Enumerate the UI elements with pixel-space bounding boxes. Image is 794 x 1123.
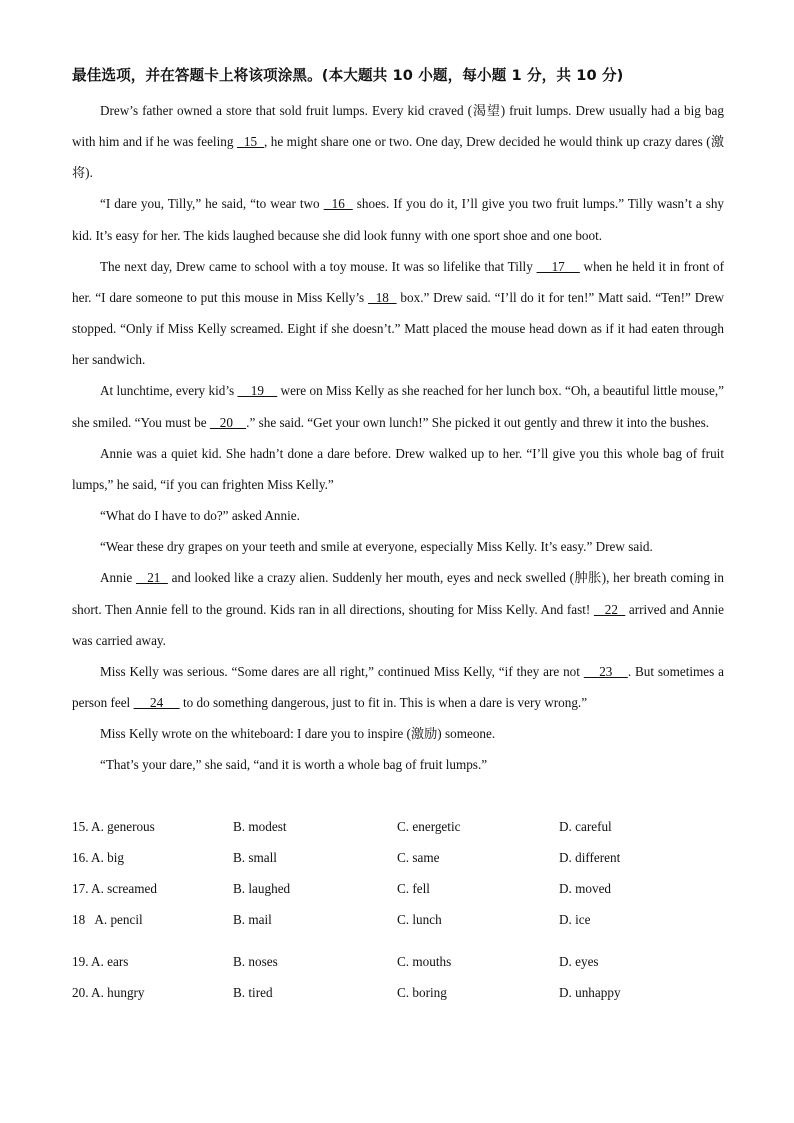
option-row-17 bbox=[72, 873, 732, 904]
blank-16: 16 bbox=[323, 196, 353, 212]
text: box.” Drew said. “I’ll do it for ten!” Matt said. “Ten!” Drew stopped. “Only if Miss Kelly screamed. Eight if she doesn’t.” Matt placed the mouse head down as if it had eaten through her sandwich. bbox=[72, 289, 725, 368]
option-c: C. fell bbox=[397, 881, 430, 896]
blank-23: 23 bbox=[583, 663, 628, 679]
blank-19: 19 bbox=[237, 383, 278, 399]
text: when he held it in front of her. “I dare someone to put this mouse in Miss Kelly’s bbox=[72, 258, 725, 305]
option-c: C. same bbox=[397, 850, 440, 865]
blank-22: 22 bbox=[593, 601, 626, 617]
text: arrived and Annie was carried away. bbox=[72, 601, 724, 648]
option-b: B. tired bbox=[233, 985, 273, 1000]
answer-options bbox=[72, 811, 732, 1008]
text: “What do I have to do?” asked Annie. bbox=[100, 508, 300, 524]
blank-24: 24 bbox=[133, 694, 180, 710]
option-row-20 bbox=[72, 977, 732, 1008]
option-a: 17. A. screamed bbox=[72, 881, 157, 896]
text: .” she said. “Get your own lunch!” She picked it out gently and threw it into the bushes. bbox=[246, 414, 710, 430]
text: Miss Kelly was serious. “Some dares are all right,” continued Miss Kelly, “if they are not bbox=[100, 663, 584, 679]
paragraph-9 bbox=[72, 656, 724, 718]
cloze-passage bbox=[72, 95, 724, 780]
option-c: C. mouths bbox=[397, 954, 452, 969]
option-d: D. different bbox=[559, 850, 621, 865]
option-d: D. eyes bbox=[559, 954, 599, 969]
paragraph-4 bbox=[72, 375, 724, 437]
option-b: B. mail bbox=[233, 912, 272, 927]
option-a: 20. A. hungry bbox=[72, 985, 145, 1000]
paragraph-1 bbox=[72, 95, 724, 188]
option-row-16 bbox=[72, 842, 732, 873]
blank-18: 18 bbox=[368, 289, 397, 305]
text: Annie bbox=[100, 570, 136, 586]
paragraph-2 bbox=[72, 188, 724, 250]
text: . But sometimes a person feel bbox=[72, 663, 725, 710]
paragraph-10 bbox=[72, 718, 724, 749]
option-row-15 bbox=[72, 811, 732, 842]
option-d: D. unhappy bbox=[559, 985, 621, 1000]
option-d: D. careful bbox=[559, 819, 612, 834]
option-c: C. energetic bbox=[397, 819, 461, 834]
text: Drew’s father owned a store that sold fruit lumps. Every kid craved (渴望) fruit lumps. Drew usually had a big bag with him and if he was feeling bbox=[72, 103, 724, 150]
section-heading: 最佳选项，并在答题卡上将该项涂黑。(本大题共 10 小题，每小题 1 分，共 10 分) bbox=[72, 67, 624, 84]
option-a: 16. A. big bbox=[72, 850, 125, 865]
paragraph-11 bbox=[72, 749, 724, 780]
paragraph-7 bbox=[72, 531, 724, 562]
text: The next day, Drew came to school with a toy mouse. It was so lifelike that Tilly bbox=[100, 258, 537, 274]
blank-20: 20 bbox=[209, 414, 247, 430]
text: “I dare you, Tilly,” he said, “to wear two bbox=[100, 196, 324, 212]
text: , he might share one or two. One day, Drew decided he would think up crazy dares (激将). bbox=[72, 134, 725, 181]
option-c: C. lunch bbox=[397, 912, 442, 927]
text: were on Miss Kelly as she reached for her lunch box. “Oh, a beautiful little mouse,” she smiled. “You must be bbox=[72, 383, 725, 430]
option-a: 19. A. ears bbox=[72, 954, 129, 969]
text: “Wear these dry grapes on your teeth and smile at everyone, especially Miss Kelly. It’s easy.” Drew said. bbox=[100, 539, 653, 555]
paragraph-8 bbox=[72, 562, 724, 655]
option-c: C. boring bbox=[397, 985, 447, 1000]
paragraph-3 bbox=[72, 251, 724, 376]
text: Annie was a quiet kid. She hadn’t done a dare before. Drew walked up to her. “I’ll give you this whole bag of fruit lumps,” he said, “if you can frighten Miss Kelly.” bbox=[72, 445, 724, 492]
option-d: D. moved bbox=[559, 881, 612, 896]
option-row-19 bbox=[72, 946, 732, 977]
option-b: B. modest bbox=[233, 819, 287, 834]
text: At lunchtime, every kid’s bbox=[100, 383, 238, 399]
option-b: B. laughed bbox=[233, 881, 291, 896]
paragraph-6 bbox=[72, 500, 724, 531]
text: “That’s your dare,” she said, “and it is worth a whole bag of fruit lumps.” bbox=[100, 757, 488, 773]
text: shoes. If you do it, I’ll give you two fruit lumps.” Tilly wasn’t a shy kid. It’s easy for her. The kids laughed because she did look funny with one sport shoe and one boot. bbox=[72, 196, 725, 243]
text: Miss Kelly wrote on the whiteboard: I dare you to inspire (激励) someone. bbox=[100, 726, 496, 742]
option-b: B. noses bbox=[233, 954, 278, 969]
option-a: 15. A. generous bbox=[72, 819, 155, 834]
text: and looked like a crazy alien. Suddenly her mouth, eyes and neck swelled (肿胀), her breath coming in short. Then Annie fell to the ground. Kids ran in all directions, shouting for Miss Kelly. And fast! bbox=[72, 570, 725, 617]
option-a: 18 A. pencil bbox=[72, 912, 143, 927]
blank-15: 15 bbox=[236, 134, 264, 150]
option-d: D. ice bbox=[559, 912, 591, 927]
paragraph-5 bbox=[72, 438, 724, 500]
option-row-18 bbox=[72, 904, 732, 935]
text: to do something dangerous, just to fit in. This is when a dare is very wrong.” bbox=[179, 694, 588, 710]
blank-21: 21 bbox=[135, 570, 168, 586]
option-b: B. small bbox=[233, 850, 277, 865]
blank-17: 17 bbox=[536, 258, 580, 274]
